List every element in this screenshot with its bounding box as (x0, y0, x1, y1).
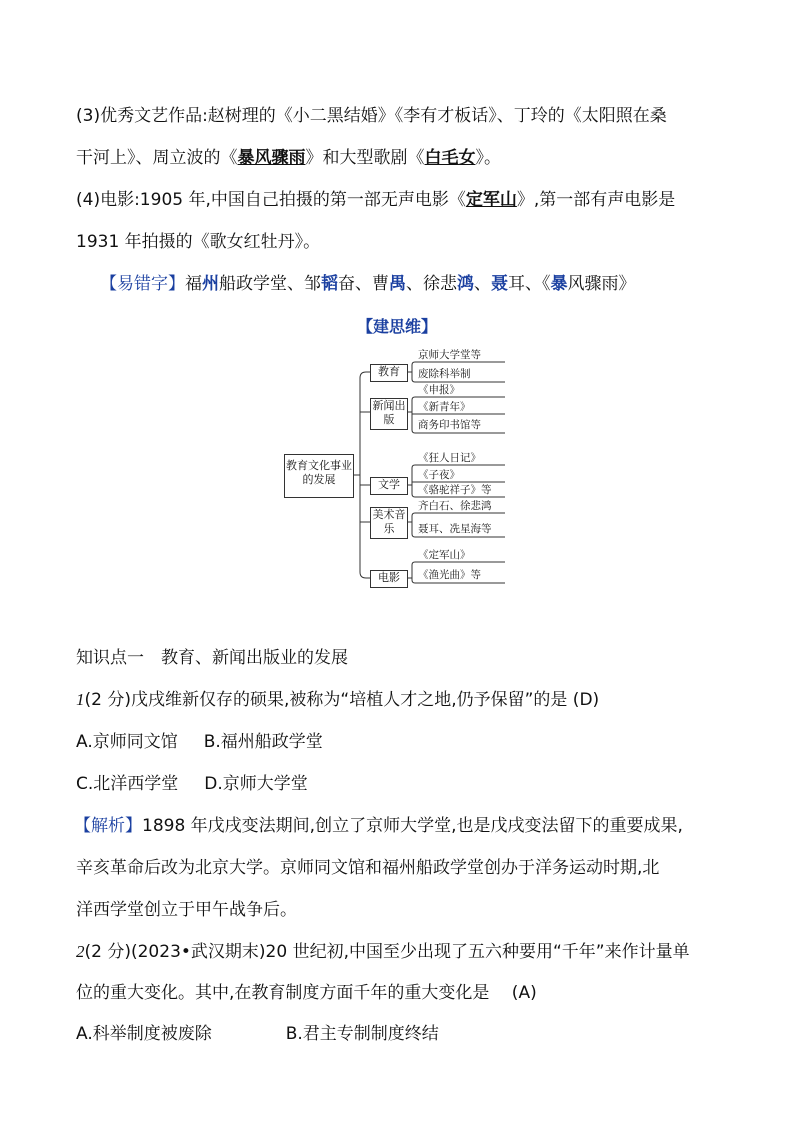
question-text: (2 分)戊戌维新仅存的硕果,被称为“培植人才之地,仍予保留”的是 (D) (84, 690, 600, 710)
option-b: B.君主专制制度终结 (285, 1024, 439, 1044)
mindmap-root-label: 教育文化事业的发展 (286, 459, 352, 486)
option-a: A.科举制度被废除 (76, 1024, 212, 1044)
mindmap-leaf: 《定军山》 (418, 549, 471, 561)
mindmap-leaf: 《狂人日记》 (418, 452, 481, 464)
mindmap-branch-press (370, 398, 408, 430)
para3-keyword-2: 白毛女 (424, 148, 476, 168)
error-chars-label: 【易错字】 (100, 274, 185, 294)
mindmap-leaf: 齐白石、徐悲鸿 (418, 500, 492, 512)
branch-label: 教育 (378, 365, 400, 378)
error-chars-line (100, 272, 636, 296)
mindmap-leaf: 废除科举制 (418, 368, 471, 380)
mindmap-leaf: 《新青年》 (418, 401, 471, 413)
para4-text-line2: 1931 年拍摄的《歌女红牡丹》。 (76, 232, 321, 252)
error-text: 福 (185, 274, 202, 294)
mindmap-leaf: 《子夜》 (418, 469, 460, 481)
mindmap-diagram (280, 348, 520, 588)
option-b: B.福州船政学堂 (203, 732, 323, 752)
mindmap-branch-education (370, 364, 408, 382)
branch-label: 美术音乐 (372, 508, 406, 535)
section-heading: 知识点一 教育、新闻出版业的发展 (76, 648, 348, 668)
question-2-stem-line1 (76, 940, 690, 964)
para3-keyword-1: 暴风骤雨 (237, 148, 306, 168)
analysis-text: 洋西学堂创立于甲午战争后。 (76, 900, 297, 920)
para4-line2 (76, 230, 320, 254)
branch-label: 新闻出版 (372, 399, 406, 426)
mindmap-leaf: 《骆驼祥子》等 (418, 484, 492, 496)
question-number: 1 (76, 690, 85, 709)
question-1-options-cd (76, 772, 308, 796)
option-c: C.北洋西学堂 (76, 774, 179, 794)
mindmap-root (284, 454, 354, 498)
mindmap-title: 【建思维】 (356, 317, 437, 336)
error-keyword: 鸿 (457, 274, 474, 294)
error-keyword: 禺 (389, 274, 406, 294)
para3-line1 (76, 104, 667, 128)
question-1-options-ab (76, 730, 323, 754)
question-1-stem (76, 688, 599, 712)
error-text: 奋、曹 (338, 274, 389, 294)
error-keyword: 州 (202, 274, 219, 294)
para4-text-b: 》,第一部有声电影是 (516, 190, 676, 210)
analysis-text: 辛亥革命后改为北京大学。京师同文馆和福州船政学堂创办于洋务运动时期,北 (76, 858, 660, 878)
option-a: A.京师同文馆 (76, 732, 178, 752)
branch-label: 电影 (378, 571, 400, 584)
mindmap-leaf: 《申报》 (418, 384, 460, 396)
error-keyword: 韬 (321, 274, 338, 294)
branch-label: 文学 (378, 478, 400, 491)
para3-text: (3)优秀文艺作品:赵树理的《小二黑结婚》《李有才板话》、丁玲的《太阳照在桑 (76, 106, 667, 126)
error-text: 、徐悲 (406, 274, 457, 294)
question-text: 位的重大变化。其中,在教育制度方面千年的重大变化是 (A) (76, 983, 537, 1003)
error-keyword: 暴 (550, 274, 568, 294)
error-text: 、 (474, 274, 491, 294)
question-2-stem-line2 (76, 981, 537, 1005)
error-text: 船政学堂、邹 (219, 274, 321, 294)
question-2-options-ab (76, 1022, 439, 1046)
question-1-analysis-line3 (76, 898, 297, 922)
para4-text-a: (4)电影:1905 年,中国自己拍摄的第一部无声电影《 (76, 190, 466, 210)
para4-line1 (76, 188, 675, 212)
mindmap-branch-literature (370, 477, 408, 495)
mindmap-branch-art-music (370, 507, 408, 539)
option-d: D.京师大学堂 (204, 774, 308, 794)
error-text: 耳、《 (508, 274, 551, 294)
para3-text-c: 》。 (475, 148, 501, 168)
para3-text-a: 干河上》、周立波的《 (76, 148, 238, 168)
mindmap-branch-film (370, 570, 408, 588)
para4-keyword: 定军山 (465, 190, 517, 210)
analysis-label: 【解析】 (74, 816, 142, 836)
mindmap-leaf: 《渔光曲》等 (418, 569, 481, 581)
para3-line2 (76, 146, 501, 170)
question-1-analysis-line2 (76, 856, 659, 880)
question-number: 2 (76, 942, 85, 961)
error-text: 风骤雨》 (567, 274, 636, 294)
question-1-analysis-line1 (74, 814, 683, 838)
mindmap-leaf: 商务印书馆等 (418, 419, 481, 431)
question-text: (2 分)(2023•武汉期末)20 世纪初,中国至少出现了五六种要用“千年”来作计量单 (84, 942, 690, 962)
analysis-text: 1898 年戊戌变法期间,创立了京师大学堂,也是戊戌变法留下的重要成果, (142, 816, 683, 836)
mindmap-leaf: 京师大学堂等 (418, 349, 481, 361)
para3-text-b: 》和大型歌剧《 (305, 148, 425, 168)
error-keyword: 聂 (491, 274, 508, 294)
mindmap-leaf: 聂耳、冼星海等 (418, 523, 492, 535)
